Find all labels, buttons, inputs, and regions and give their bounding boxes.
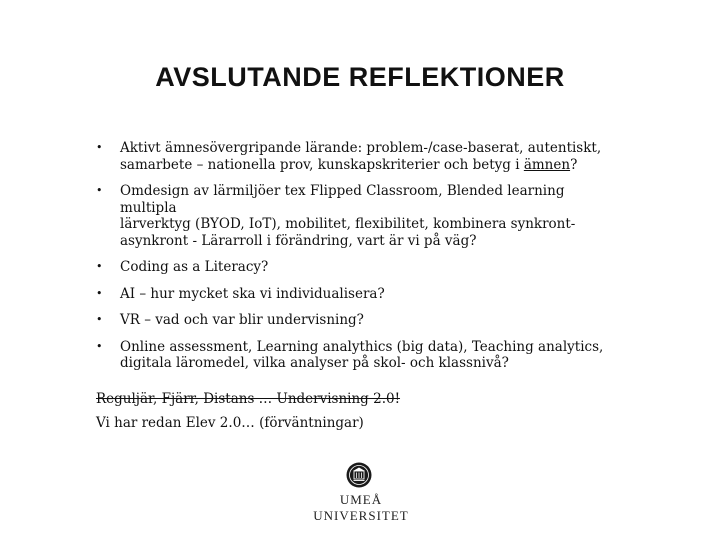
logo-wordmark: UMEÅ UNIVERSITET	[313, 492, 409, 523]
bullet-text-line: samarbete – nationella prov, kunskapskriterier och betyg i	[120, 156, 524, 173]
bullet-text-line: lärverktyg (BYOD, IoT), mobilitet, flexibilitet, kombinera synkront-	[120, 216, 576, 232]
underlined-word: ämnen	[523, 156, 571, 173]
note-line: Vi har redan Elev 2.0… (förväntningar)	[96, 415, 364, 431]
slide-title: AVSLUTANDE REFLEKTIONER	[155, 62, 565, 92]
bullet-item	[96, 183, 616, 249]
bullet-item	[96, 259, 616, 276]
umea-university-emblem-icon	[346, 462, 372, 488]
bullet-text-line: Aktivt ämnesövergripande lärande: problem-/case-baserat, autentiskt,	[120, 140, 602, 156]
bullet-text-line: Omdesign av lärmiljöer tex Flipped Classroom, Blended learning multipla	[120, 183, 565, 216]
bullet-dot: •	[96, 339, 103, 353]
bullet-item	[96, 312, 616, 329]
bullet-dot: •	[96, 260, 103, 273]
bullet-item	[96, 286, 616, 303]
bullet-text-line: VR – vad och var blir undervisning?	[120, 312, 364, 328]
bullet-dot: •	[96, 313, 103, 326]
bullet-text-line: Coding as a Literacy?	[120, 259, 269, 275]
bullet-list	[96, 140, 616, 382]
bullet-dot: •	[96, 286, 103, 300]
bullet-text-line: AI – hur mycket ska vi individualisera?	[120, 285, 385, 302]
struck-through-line: Reguljär, Fjärr, Distans … Undervisning 2.0!	[96, 391, 401, 407]
bullet-item	[96, 339, 616, 372]
bullet-text-suffix: ?	[570, 156, 578, 173]
bullet-item	[96, 140, 616, 173]
bullet-text-line: asynkront - Lärarroll i förändring, vart är vi på väg?	[120, 232, 477, 249]
bullet-dot: •	[96, 184, 103, 197]
bullet-dot: •	[96, 141, 103, 154]
bullet-text-line: digitala läromedel, vilka analyser på skol- och klassnivå?	[120, 355, 509, 371]
bullet-text-line: Online assessment, Learning analythics (big data), Teaching analytics,	[120, 338, 604, 355]
university-logo	[296, 462, 426, 523]
